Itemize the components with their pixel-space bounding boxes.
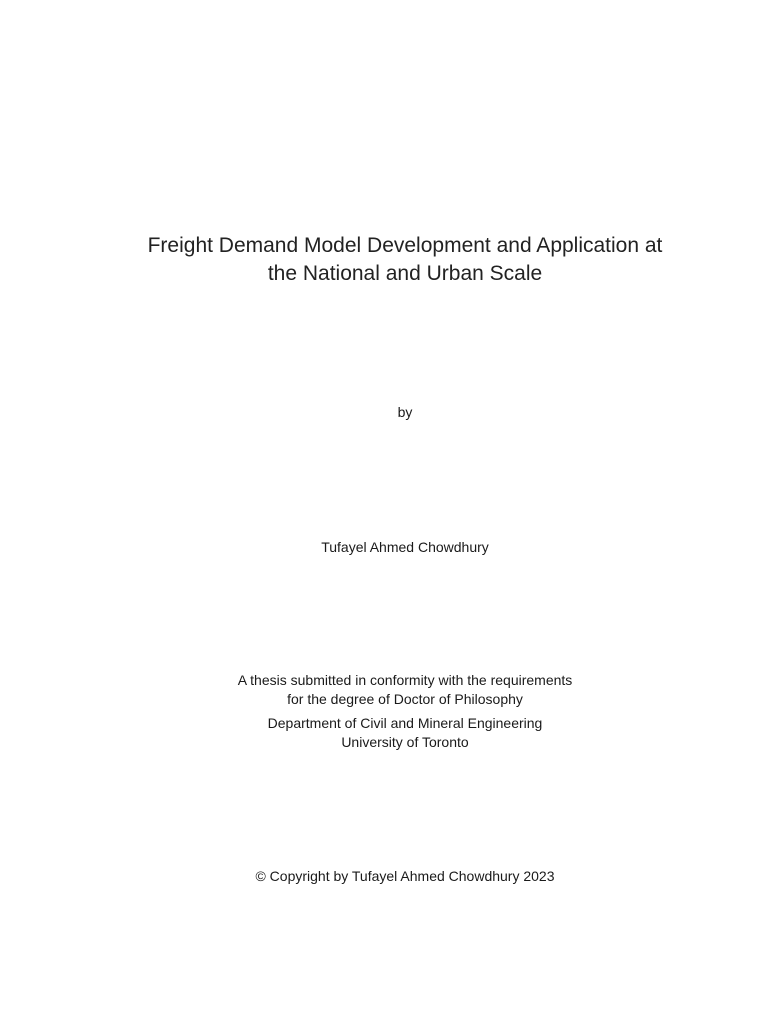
affiliation	[40, 714, 770, 752]
author-name: Tufayel Ahmed Chowdhury	[321, 539, 489, 555]
thesis-title-line-2: the National and Urban Scale	[267, 262, 543, 285]
copyright-notice: © Copyright by Tufayel Ahmed Chowdhury 2023	[255, 868, 555, 884]
university-name: University of Toronto	[341, 734, 469, 750]
thesis-statement-line-2: for the degree of Doctor of Philosophy	[287, 691, 523, 707]
by-label: by	[397, 404, 413, 420]
thesis-title	[40, 232, 770, 288]
thesis-title-line-1: Freight Demand Model Development and Application at	[147, 234, 663, 257]
thesis-statement-line-1: A thesis submitted in conformity with the requirements	[237, 672, 573, 688]
department-name: Department of Civil and Mineral Engineering	[267, 715, 543, 731]
thesis-statement	[40, 671, 770, 709]
